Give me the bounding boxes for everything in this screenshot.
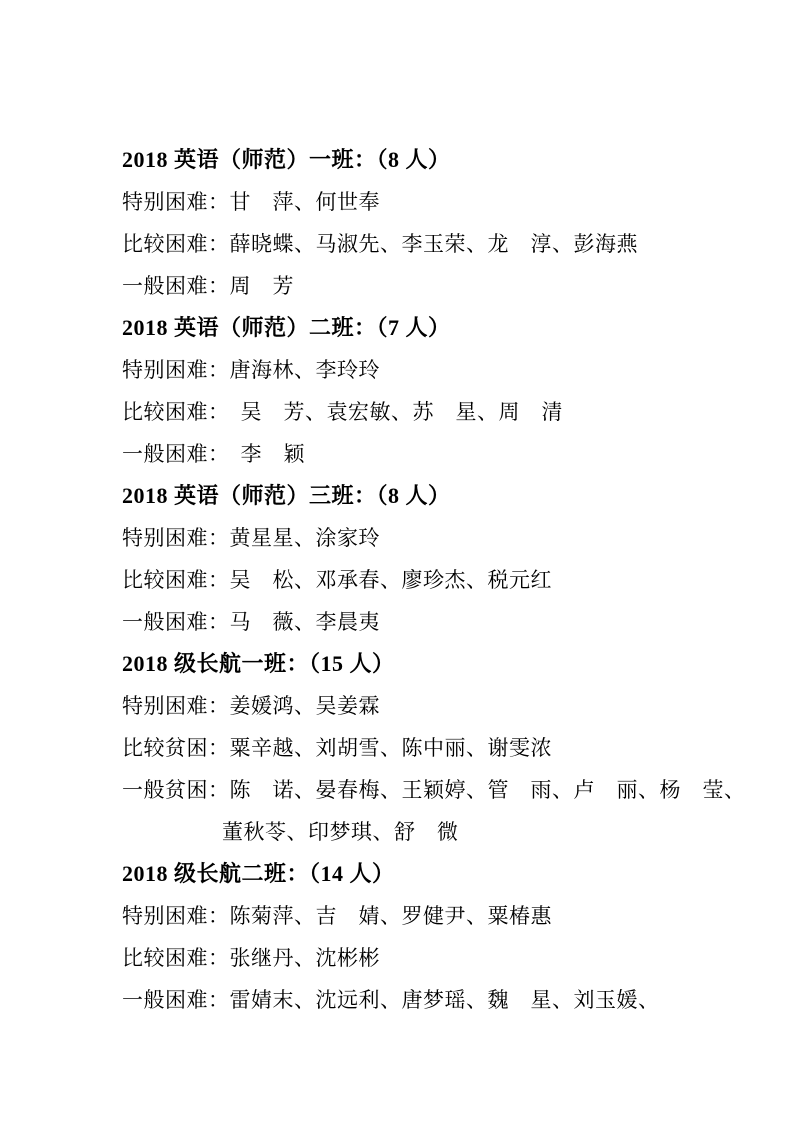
category-line-general: 一般困难：雷婧末、沈远利、唐梦瑶、魏 星、刘玉媛、 xyxy=(122,988,660,1012)
category-line-moderate: 比较困难：薛晓蝶、马淑先、李玉荣、龙 淳、彭海燕 xyxy=(122,232,638,256)
category-line-general-continued: 董秋苓、印梦琪、舒 微 xyxy=(222,820,459,844)
category-line-special: 特别困难：甘 萍、何世奉 xyxy=(122,190,380,214)
class-section-english-1 xyxy=(122,139,740,307)
class-heading: 2018 级长航二班：（14 人） xyxy=(122,861,395,886)
category-line-special: 特别困难：唐海林、李玲玲 xyxy=(122,358,380,382)
category-line-general: 一般困难： 李 颖 xyxy=(122,442,305,466)
category-line-moderate: 比较困难：吴 松、邓承春、廖珍杰、税元红 xyxy=(122,568,552,592)
category-line-special: 特别困难：姜媛鸿、吴姜霖 xyxy=(122,694,380,718)
category-line-moderate: 比较贫困：粟辛越、刘胡雪、陈中丽、谢雯浓 xyxy=(122,736,552,760)
category-line-moderate: 比较困难： 吴 芳、袁宏敏、苏 星、周 清 xyxy=(122,400,563,424)
class-section-english-3 xyxy=(122,475,740,643)
class-heading: 2018 级长航一班：（15 人） xyxy=(122,651,395,676)
class-heading: 2018 英语（师范）三班：（8 人） xyxy=(122,483,451,508)
category-line-moderate: 比较困难：张继丹、沈彬彬 xyxy=(122,946,380,970)
category-line-general: 一般困难：马 薇、李晨夷 xyxy=(122,610,380,634)
class-heading: 2018 英语（师范）一班：（8 人） xyxy=(122,147,451,172)
class-section-changhang-2 xyxy=(122,853,740,1021)
class-section-changhang-1 xyxy=(122,643,746,853)
category-line-special: 特别困难：黄星星、涂家玲 xyxy=(122,526,380,550)
class-heading: 2018 英语（师范）二班：（7 人） xyxy=(122,315,451,340)
category-line-special: 特别困难：陈菊萍、吉 婧、罗健尹、粟椿惠 xyxy=(122,904,552,928)
category-line-general: 一般困难：周 芳 xyxy=(122,274,294,298)
class-section-english-2 xyxy=(122,307,740,475)
category-line-general: 一般贫困：陈 诺、晏春梅、王颖婷、管 雨、卢 丽、杨 莹、 xyxy=(122,778,746,802)
